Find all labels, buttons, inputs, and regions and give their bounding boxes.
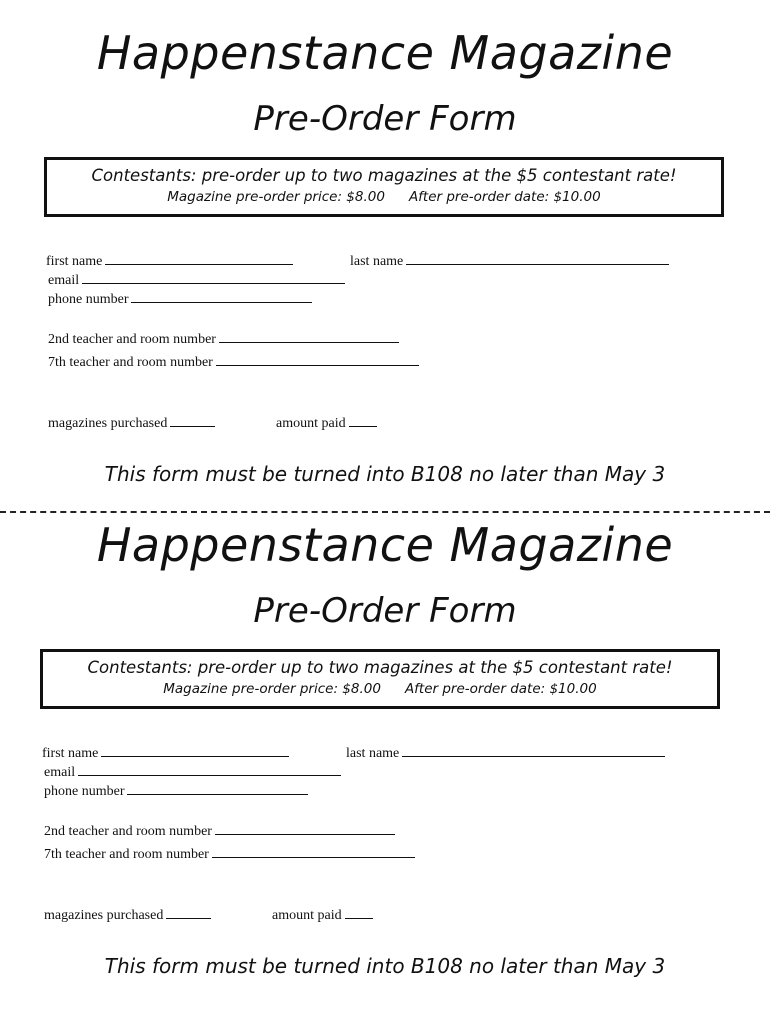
teacher7-line[interactable]: [212, 845, 415, 858]
magazines-label: magazines purchased: [48, 416, 168, 431]
last-name-field[interactable]: [350, 252, 669, 270]
magazines-label: magazines purchased: [44, 908, 164, 923]
email-line[interactable]: [78, 763, 341, 776]
pricing-notice-box: [44, 157, 724, 217]
teacher2-label: 2nd teacher and room number: [44, 824, 212, 839]
teacher7-line[interactable]: [216, 353, 419, 366]
price-line: [43, 681, 717, 697]
teacher2-label: 2nd teacher and room number: [48, 332, 216, 347]
phone-line[interactable]: [131, 290, 312, 303]
amount-field[interactable]: [276, 414, 377, 432]
preorder-price: Magazine pre-order price: $8.00: [163, 681, 381, 697]
phone-field[interactable]: [44, 782, 308, 800]
amount-field[interactable]: [272, 906, 373, 924]
form-subtitle: Pre-Order Form: [253, 591, 517, 631]
teacher2-line[interactable]: [215, 822, 395, 835]
first-name-line[interactable]: [101, 744, 289, 757]
form-title: Happenstance Magazine: [96, 26, 674, 80]
preorder-form-bottom: [0, 492, 770, 984]
last-name-field[interactable]: [346, 744, 665, 762]
email-label: email: [44, 765, 76, 780]
deadline-notice: This form must be turned into B108 no later than May 3: [104, 462, 666, 486]
after-date-price: After pre-order date: $10.00: [404, 681, 597, 697]
price-line: [47, 189, 721, 205]
amount-line[interactable]: [349, 414, 377, 427]
phone-label: phone number: [48, 292, 129, 307]
form-subtitle: Pre-Order Form: [253, 99, 517, 139]
teacher7-field[interactable]: [44, 845, 415, 863]
last-name-line[interactable]: [402, 744, 665, 757]
after-date-price: After pre-order date: $10.00: [408, 189, 601, 205]
pricing-notice-box: [40, 649, 720, 709]
teacher2-field[interactable]: [44, 822, 395, 840]
magazines-field[interactable]: [48, 414, 215, 432]
phone-field[interactable]: [48, 290, 312, 308]
phone-line[interactable]: [127, 782, 308, 795]
first-name-field[interactable]: [46, 252, 293, 270]
teacher2-line[interactable]: [219, 330, 399, 343]
last-name-label: last name: [350, 254, 404, 269]
amount-label: amount paid: [276, 416, 346, 431]
first-name-label: first name: [42, 746, 99, 761]
email-line[interactable]: [82, 271, 345, 284]
contestant-notice: Contestants: pre-order up to two magazines at the $5 contestant rate!: [91, 166, 677, 185]
amount-line[interactable]: [345, 906, 373, 919]
last-name-label: last name: [346, 746, 400, 761]
email-label: email: [48, 273, 80, 288]
contestant-notice: Contestants: pre-order up to two magazines at the $5 contestant rate!: [87, 658, 673, 677]
deadline-notice: This form must be turned into B108 no later than May 3: [104, 954, 666, 978]
magazines-field[interactable]: [44, 906, 211, 924]
first-name-field[interactable]: [42, 744, 289, 762]
magazines-line[interactable]: [170, 414, 215, 427]
teacher2-field[interactable]: [48, 330, 399, 348]
teacher7-label: 7th teacher and room number: [44, 847, 209, 862]
email-field[interactable]: [48, 271, 345, 289]
last-name-line[interactable]: [406, 252, 669, 265]
amount-label: amount paid: [272, 908, 342, 923]
first-name-line[interactable]: [105, 252, 293, 265]
magazines-line[interactable]: [166, 906, 211, 919]
form-title: Happenstance Magazine: [96, 518, 674, 572]
first-name-label: first name: [46, 254, 103, 269]
email-field[interactable]: [44, 763, 341, 781]
preorder-form-top: [0, 0, 770, 492]
teacher7-field[interactable]: [48, 353, 419, 371]
preorder-price: Magazine pre-order price: $8.00: [167, 189, 385, 205]
teacher7-label: 7th teacher and room number: [48, 355, 213, 370]
phone-label: phone number: [44, 784, 125, 799]
